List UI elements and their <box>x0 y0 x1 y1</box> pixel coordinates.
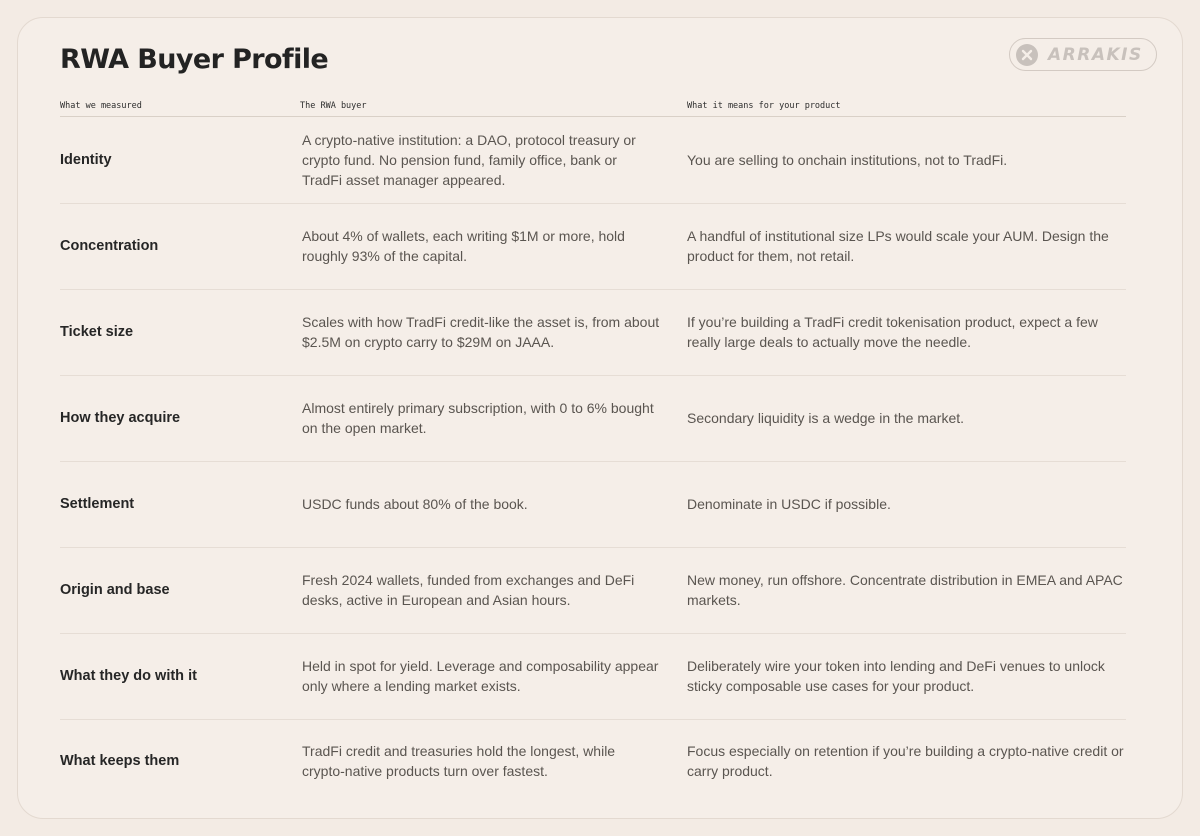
row-buyer: TradFi credit and treasuries hold the longest, while crypto-native products turn over fastest. <box>302 743 616 779</box>
row-buyer: Held in spot for yield. Leverage and composability appear only where a lending market exists. <box>302 658 659 694</box>
row-measure: Ticket size <box>60 324 134 340</box>
table-row <box>60 461 1126 548</box>
table-row <box>60 289 1126 376</box>
table-row <box>60 718 1126 804</box>
row-measure: How they acquire <box>60 410 181 426</box>
row-buyer: Almost entirely primary subscription, with 0 to 6% bought on the open market. <box>302 400 654 436</box>
row-measure: Origin and base <box>60 582 170 598</box>
row-implication: A handful of institutional size LPs would scale your AUM. Design the product for them, not retail. <box>687 228 1109 264</box>
row-measure: What keeps them <box>60 753 180 769</box>
column-header-means: What it means for your product <box>687 101 841 111</box>
row-buyer: Fresh 2024 wallets, funded from exchanges and DeFi desks, active in European and Asian hours. <box>302 572 635 608</box>
row-implication: Focus especially on retention if you’re building a crypto-native credit or carry product. <box>687 743 1124 779</box>
table-row <box>60 117 1126 204</box>
row-measure: Settlement <box>60 496 135 512</box>
row-implication: If you’re building a TradFi credit tokenisation product, expect a few really large deals to actually move the needle. <box>687 314 1098 350</box>
row-implication: Deliberately wire your token into lending and DeFi venues to unlock sticky composable use cases for your product. <box>687 658 1105 694</box>
arrakis-logo <box>1009 38 1157 71</box>
x-circle-icon <box>1016 44 1038 66</box>
row-measure: Identity <box>60 152 112 168</box>
table-row <box>60 547 1126 634</box>
table-row <box>60 633 1126 720</box>
table-row <box>60 375 1126 462</box>
table-row <box>60 203 1126 290</box>
row-buyer: Scales with how TradFi credit-like the asset is, from about $2.5M on crypto carry to $29M on JAAA. <box>302 314 660 350</box>
row-measure: What they do with it <box>60 668 197 684</box>
row-measure: Concentration <box>60 238 159 254</box>
row-implication: You are selling to onchain institutions, not to TradFi. <box>687 152 1008 168</box>
page-title: RWA Buyer Profile <box>60 44 329 75</box>
column-header-buyer: The RWA buyer <box>300 101 367 111</box>
row-implication: Secondary liquidity is a wedge in the market. <box>687 410 965 426</box>
row-buyer: USDC funds about 80% of the book. <box>302 496 528 512</box>
column-header-measure: What we measured <box>60 101 142 111</box>
row-buyer: About 4% of wallets, each writing $1M or more, hold roughly 93% of the capital. <box>302 228 625 264</box>
row-implication: New money, run offshore. Concentrate distribution in EMEA and APAC markets. <box>687 572 1123 608</box>
row-buyer: A crypto-native institution: a DAO, protocol treasury or crypto fund. No pension fund, family office, bank or TradFi asset manager appeared. <box>302 132 636 188</box>
row-implication: Denominate in USDC if possible. <box>687 496 891 512</box>
logo-wordmark: ARRAKIS <box>1048 44 1143 65</box>
